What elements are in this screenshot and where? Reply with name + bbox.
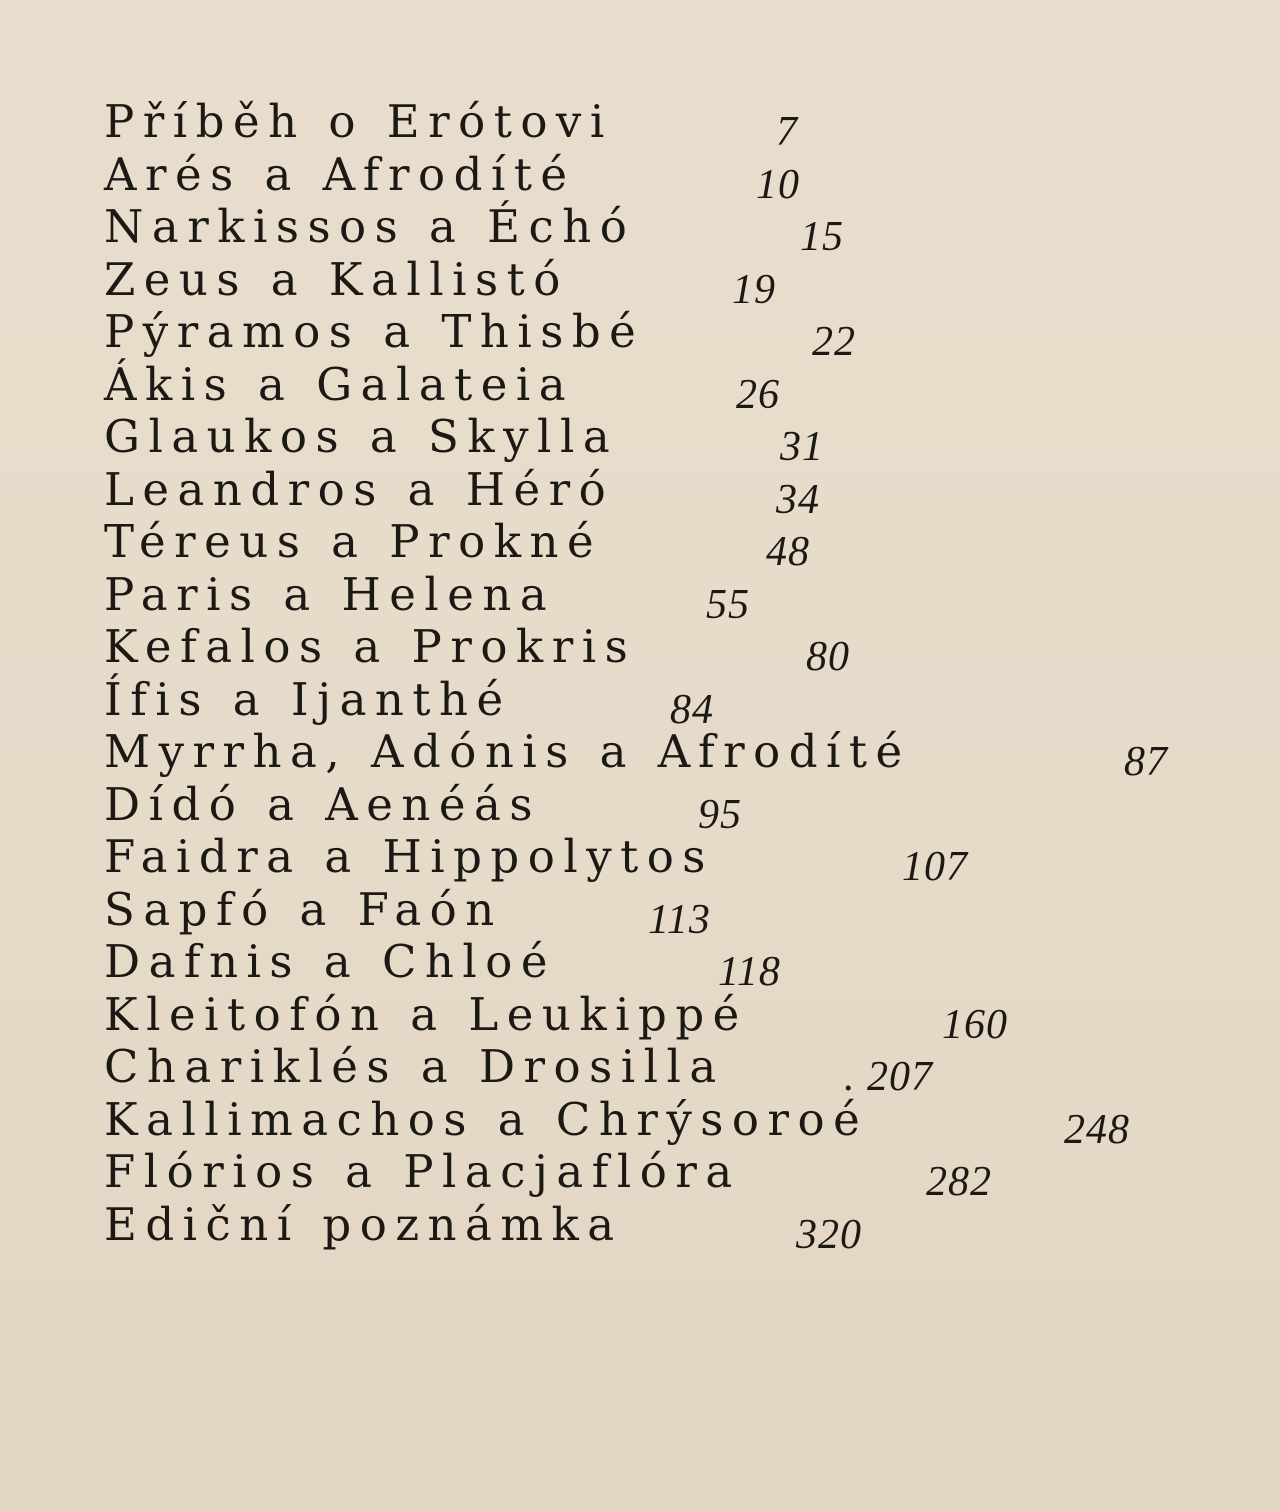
toc-entry-title: Téreus a Prokné: [104, 515, 603, 568]
toc-entry-title: Ediční poznámka: [104, 1197, 623, 1251]
toc-entry: [104, 620, 1254, 680]
toc-entry: [104, 672, 1254, 733]
toc-entry: [104, 357, 1254, 418]
toc-entry-title: Dídó a Aenéás: [104, 777, 541, 831]
toc-entry-page: 107: [902, 844, 968, 890]
toc-entry-title: Chariklés a Drosilla: [104, 1040, 725, 1093]
toc-entry-title: Paris a Helena: [104, 567, 556, 621]
toc-entry-page: 55: [706, 581, 750, 628]
toc-entry-page: 118: [718, 949, 781, 995]
toc-entry-page: 15: [800, 214, 844, 260]
toc-entry: [104, 410, 1254, 470]
toc-entry-title: Zeus a Kallistó: [104, 252, 569, 306]
toc-entry: [104, 95, 1254, 155]
toc-entry: [104, 462, 1254, 523]
toc-entry-page: 31: [780, 424, 824, 470]
toc-entry: [104, 777, 1254, 838]
toc-entry-page: 34: [776, 476, 820, 523]
toc-entry-page: 80: [806, 634, 850, 680]
toc-entry: [104, 1040, 1254, 1100]
toc-entry: [104, 882, 1254, 943]
toc-entry-page: 113: [648, 896, 711, 943]
toc-entry-title: Ákis a Galateia: [104, 357, 575, 411]
toc-entry-title: Faidra a Hippolytos: [104, 830, 714, 883]
toc-entry: [104, 305, 1254, 365]
toc-entry-page: 248: [1064, 1106, 1130, 1153]
toc-entry-page: 26: [736, 371, 780, 418]
toc-entry-page: 320: [796, 1211, 862, 1258]
toc-entry: [104, 725, 1254, 785]
toc-entry-title: Příběh o Erótovi: [104, 95, 613, 148]
toc-entry: [104, 1197, 1254, 1258]
toc-entry: [104, 830, 1254, 890]
toc-entry: [104, 935, 1254, 995]
toc-entry: [104, 987, 1254, 1048]
toc-entry-title: Pýramos a Thisbé: [104, 305, 645, 358]
toc-entry-page: 19: [732, 266, 776, 313]
toc-entry-page: . 207: [844, 1054, 933, 1100]
toc-entry-page: 48: [766, 529, 810, 575]
toc-entry-title: Arés a Afrodíté: [104, 147, 576, 201]
toc-entry-title: Kleitofón a Leukippé: [104, 987, 748, 1041]
toc-entry-title: Myrrha, Adónis a Afrodíté: [104, 725, 911, 778]
toc-entry-title: Dafnis a Chloé: [104, 935, 556, 988]
toc-entry-page: 84: [670, 686, 714, 733]
toc-entry-page: 7: [776, 109, 798, 155]
toc-entry-title: Kallimachos a Chrýsoroé: [104, 1092, 869, 1146]
toc-entry-page: 95: [698, 791, 742, 838]
toc-entry-title: Flórios a Placjaflóra: [104, 1145, 741, 1198]
toc-entry-title: Kefalos a Prokris: [104, 620, 637, 673]
toc-entry-page: 22: [812, 319, 856, 365]
toc-entry-title: Narkissos a Échó: [104, 200, 636, 253]
toc-entry-page: 160: [942, 1001, 1008, 1048]
toc-entry: [104, 567, 1254, 628]
toc-entry-title: Leandros a Héró: [104, 462, 615, 516]
toc-entry: [104, 147, 1254, 208]
toc-entry-page: 87: [1124, 739, 1168, 785]
toc-entry-page: 282: [926, 1159, 992, 1205]
toc-entry-title: Ífis a Ijanthé: [104, 672, 512, 726]
toc-entry: [104, 200, 1254, 260]
toc-entry: [104, 1145, 1254, 1205]
toc-entry: [104, 515, 1254, 575]
toc-entry: [104, 252, 1254, 313]
toc-entry-page: 10: [756, 161, 800, 208]
toc-entry-title: Sapfó a Faón: [104, 882, 503, 936]
toc-entry-title: Glaukos a Skylla: [104, 410, 619, 463]
toc-entry: [104, 1092, 1254, 1153]
table-of-contents: [104, 95, 1254, 1258]
